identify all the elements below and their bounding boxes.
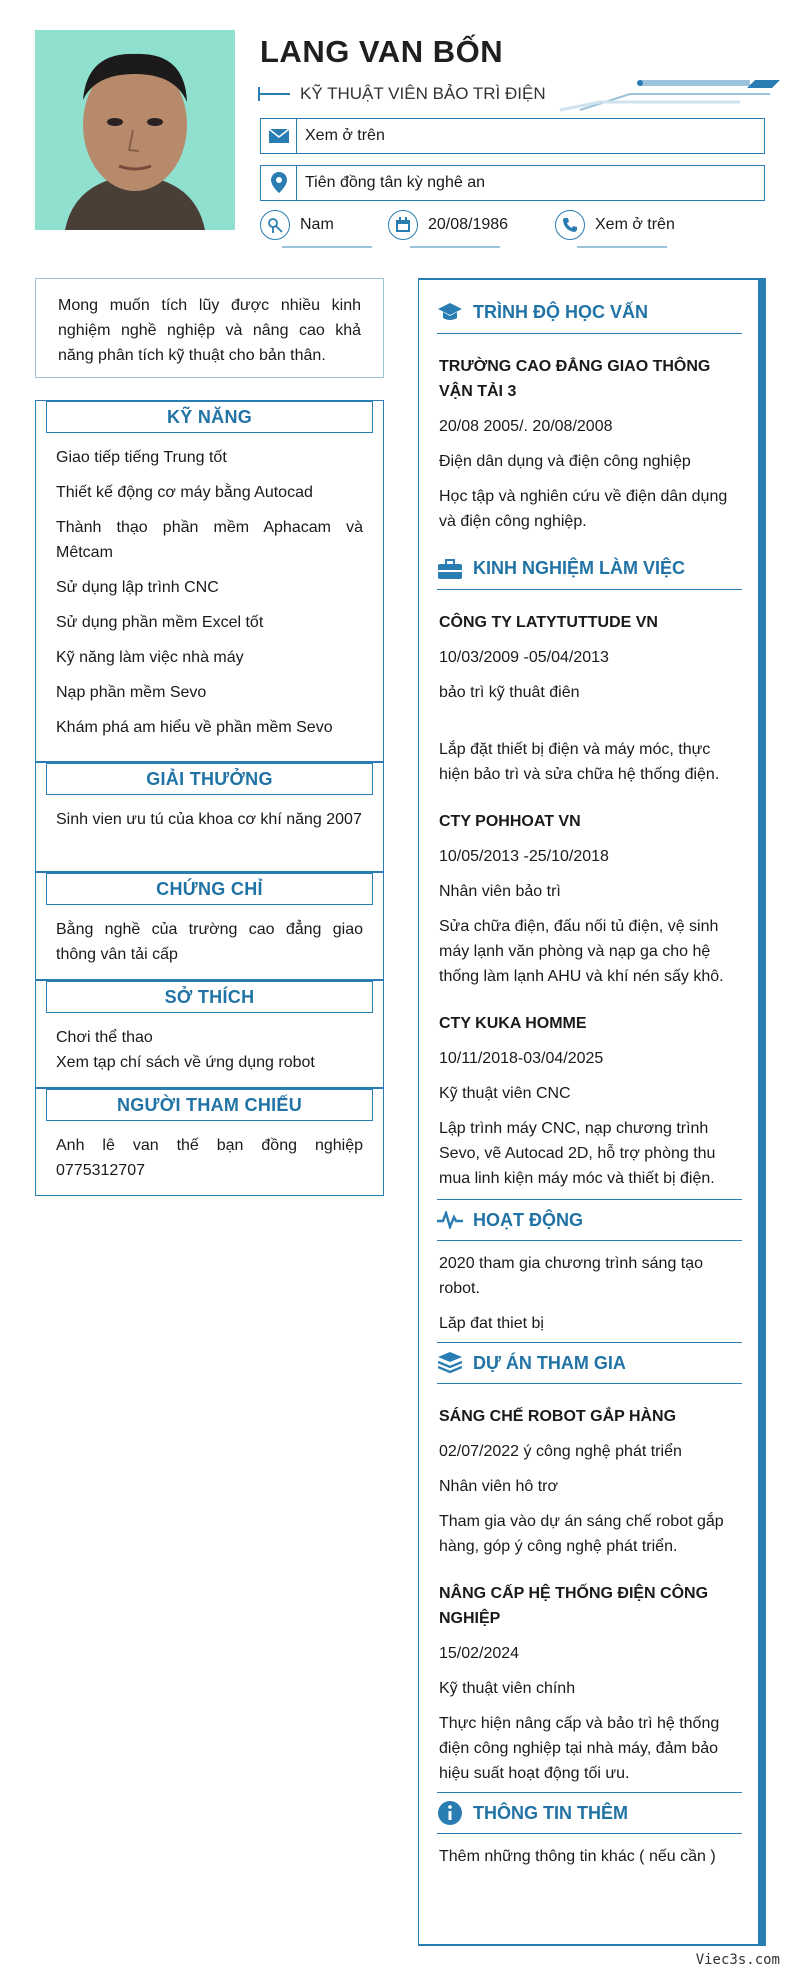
gender-value: Nam — [300, 216, 334, 233]
job-company: CTY KUKA HOMME — [439, 1015, 587, 1032]
references-heading: NGƯỜI THAM CHIẾU — [46, 1089, 373, 1121]
birthday-underline — [410, 246, 500, 248]
mail-icon — [261, 119, 297, 153]
activities-body — [419, 1251, 758, 1336]
job-title-row — [258, 84, 546, 104]
job-role: Nhân viên bảo trì — [439, 883, 561, 900]
hobby-item: Chơi thể thao — [56, 1029, 153, 1046]
project-period: 15/02/2024 — [439, 1645, 520, 1662]
project-name: SÁNG CHẾ ROBOT GẮP HÀNG — [439, 1408, 677, 1425]
more-info-heading — [437, 1792, 742, 1834]
birthday-item — [388, 210, 508, 240]
job-period: 10/05/2013 -25/10/2018 — [439, 848, 609, 865]
layers-icon — [437, 1350, 463, 1376]
profile-photo — [35, 30, 235, 230]
title-tick-icon — [258, 87, 292, 101]
skill-item: Sử dụng phần mềm Excel tốt — [56, 614, 264, 631]
education-major: Điện dân dụng và điện công nghiệp — [439, 453, 691, 470]
address-field — [260, 165, 765, 201]
project-name: NÂNG CẤP HỆ THỐNG ĐIỆN CÔNG NGHIỆP — [439, 1585, 709, 1627]
job-period: 10/03/2009 -05/04/2013 — [439, 649, 609, 666]
activity-item: 2020 tham gia chương trình sáng tạo robot. — [439, 1255, 704, 1297]
experience-heading — [437, 548, 742, 590]
skills-list — [36, 433, 383, 758]
job-company: CTY POHHOAT VN — [439, 813, 581, 830]
experience-title: KINH NGHIỆM LÀM VIỆC — [473, 558, 686, 578]
site-watermark: Viec3s.com — [695, 1952, 780, 1968]
more-info-text: Thêm những thông tin khác ( nếu cần ) — [439, 1848, 716, 1865]
gender-icon — [260, 210, 290, 240]
hobbies-body — [36, 1013, 383, 1083]
more-info-title: THÔNG TIN THÊM — [473, 1802, 628, 1823]
job-desc: Lập trình máy CNC, nạp chương trình Sevo, vẽ Autocad 2D, hỗ trợ phòng thu mua linh kiện máy móc và thiết bị điện. — [439, 1120, 716, 1187]
education-desc: Học tập và nghiên cứu về điện dân dụng và điện công nghiệp. — [439, 488, 728, 530]
location-pin-icon — [261, 166, 297, 200]
certificates-section — [35, 872, 384, 980]
experience-body — [419, 610, 758, 1191]
skill-item: Sử dụng lập trình CNC — [56, 579, 219, 596]
email-field — [260, 118, 765, 154]
skill-item: Giao tiếp tiếng Trung tốt — [56, 449, 227, 466]
project-period: 02/07/2022 ý công nghệ phát triển — [439, 1443, 682, 1460]
projects-body — [419, 1404, 758, 1786]
pulse-icon — [437, 1207, 463, 1233]
job-role: bảo trì kỹ thuât điên — [439, 684, 580, 701]
graduation-cap-icon — [437, 300, 463, 326]
job-role: Kỹ thuật viên CNC — [439, 1085, 571, 1102]
objective-text: Mong muốn tích lũy được nhiều kinh nghiệm nghề nghiệp và nâng cao khả năng phân tích kỹ thuật cho bản thân. — [58, 297, 361, 364]
skill-item: Thiết kế động cơ máy bằng Autocad — [56, 484, 313, 501]
main-column — [418, 278, 766, 1946]
avatar-image — [35, 30, 235, 230]
email-value: Xem ở trên — [305, 127, 385, 144]
career-objective — [35, 278, 384, 378]
address-value: Tiên đồng tân kỳ nghê an — [305, 174, 485, 191]
skills-section — [35, 400, 384, 762]
calendar-icon — [388, 210, 418, 240]
school-name: TRƯỜNG CAO ĐẲNG GIAO THÔNG VẬN TẢI 3 — [439, 358, 711, 400]
project-desc: Tham gia vào dự án sáng chế robot gắp hàng, góp ý công nghệ phát triển. — [439, 1513, 724, 1555]
header-decoration — [540, 72, 780, 112]
skill-item: Kỹ năng làm việc nhà máy — [56, 649, 244, 666]
phone-value: Xem ở trên — [595, 216, 675, 233]
projects-heading — [437, 1342, 742, 1384]
info-icon — [437, 1800, 463, 1826]
job-title: KỸ THUẬT VIÊN BẢO TRÌ ĐIỆN — [300, 84, 546, 103]
awards-section — [35, 762, 384, 872]
briefcase-icon — [437, 556, 463, 582]
activities-title: HOẠT ĐỘNG — [473, 1209, 583, 1230]
certificates-text: Bằng nghề của trường cao đẳng giao thông vân tải cấp — [56, 921, 363, 963]
birthday-value: 20/08/1986 — [428, 216, 509, 233]
skill-item: Thành thạo phần mềm Aphacam và Mêtcam — [56, 519, 363, 561]
projects-title: DỰ ÁN THAM GIA — [473, 1352, 626, 1373]
job-desc: Lắp đặt thiết bị điện và máy móc, thực hiện bảo trì và sửa chữa hệ thống điện. — [439, 741, 720, 783]
phone-icon — [555, 210, 585, 240]
project-role: Nhân viên hô trơ — [439, 1478, 558, 1495]
job-company: CÔNG TY LATYTUTTUDE VN — [439, 614, 658, 631]
certificates-heading: CHỨNG CHỈ — [46, 873, 373, 905]
skills-heading: KỸ NĂNG — [46, 401, 373, 433]
phone-underline — [577, 246, 667, 248]
phone-item — [555, 210, 675, 240]
hobbies-heading: SỞ THÍCH — [46, 981, 373, 1013]
activity-item: Lăp đat thiet bị — [439, 1315, 544, 1332]
skill-item: Khám phá am hiểu về phần mềm Sevo — [56, 719, 333, 736]
candidate-name: LANG VAN BỐN — [260, 34, 504, 69]
education-body — [419, 354, 758, 534]
hobbies-section — [35, 980, 384, 1088]
gender-underline — [282, 246, 372, 248]
references-section — [35, 1088, 384, 1196]
job-period: 10/11/2018-03/04/2025 — [439, 1050, 604, 1067]
job-desc: Sửa chữa điện, đấu nối tủ điện, vệ sinh máy lạnh văn phòng và nạp ga cho hệ thống làm lạnh AHU và khí nén sấy khô. — [439, 918, 724, 985]
project-desc: Thực hiện nâng cấp và bảo trì hệ thống điện công nghiệp tại nhà máy, đảm bảo hiệu suất hoạt động tối ưu. — [439, 1715, 720, 1782]
more-info-body — [419, 1844, 758, 1869]
activities-heading — [437, 1199, 742, 1241]
education-heading — [437, 292, 742, 334]
awards-text: Sinh vien ưu tú của khoa cơ khí năng 2007 — [56, 811, 362, 828]
education-title: TRÌNH ĐỘ HỌC VẤN — [473, 302, 648, 322]
skill-item: Nạp phần mềm Sevo — [56, 684, 207, 701]
references-text: Anh lê van thế bạn đồng nghiệp 0775312707 — [56, 1137, 363, 1179]
hobby-item: Xem tạp chí sách về ứng dụng robot — [56, 1054, 315, 1071]
awards-heading: GIẢI THƯỞNG — [46, 763, 373, 795]
gender-item — [260, 210, 334, 240]
project-role: Kỹ thuật viên chính — [439, 1680, 576, 1697]
education-period: 20/08 2005/. 20/08/2008 — [439, 418, 613, 435]
